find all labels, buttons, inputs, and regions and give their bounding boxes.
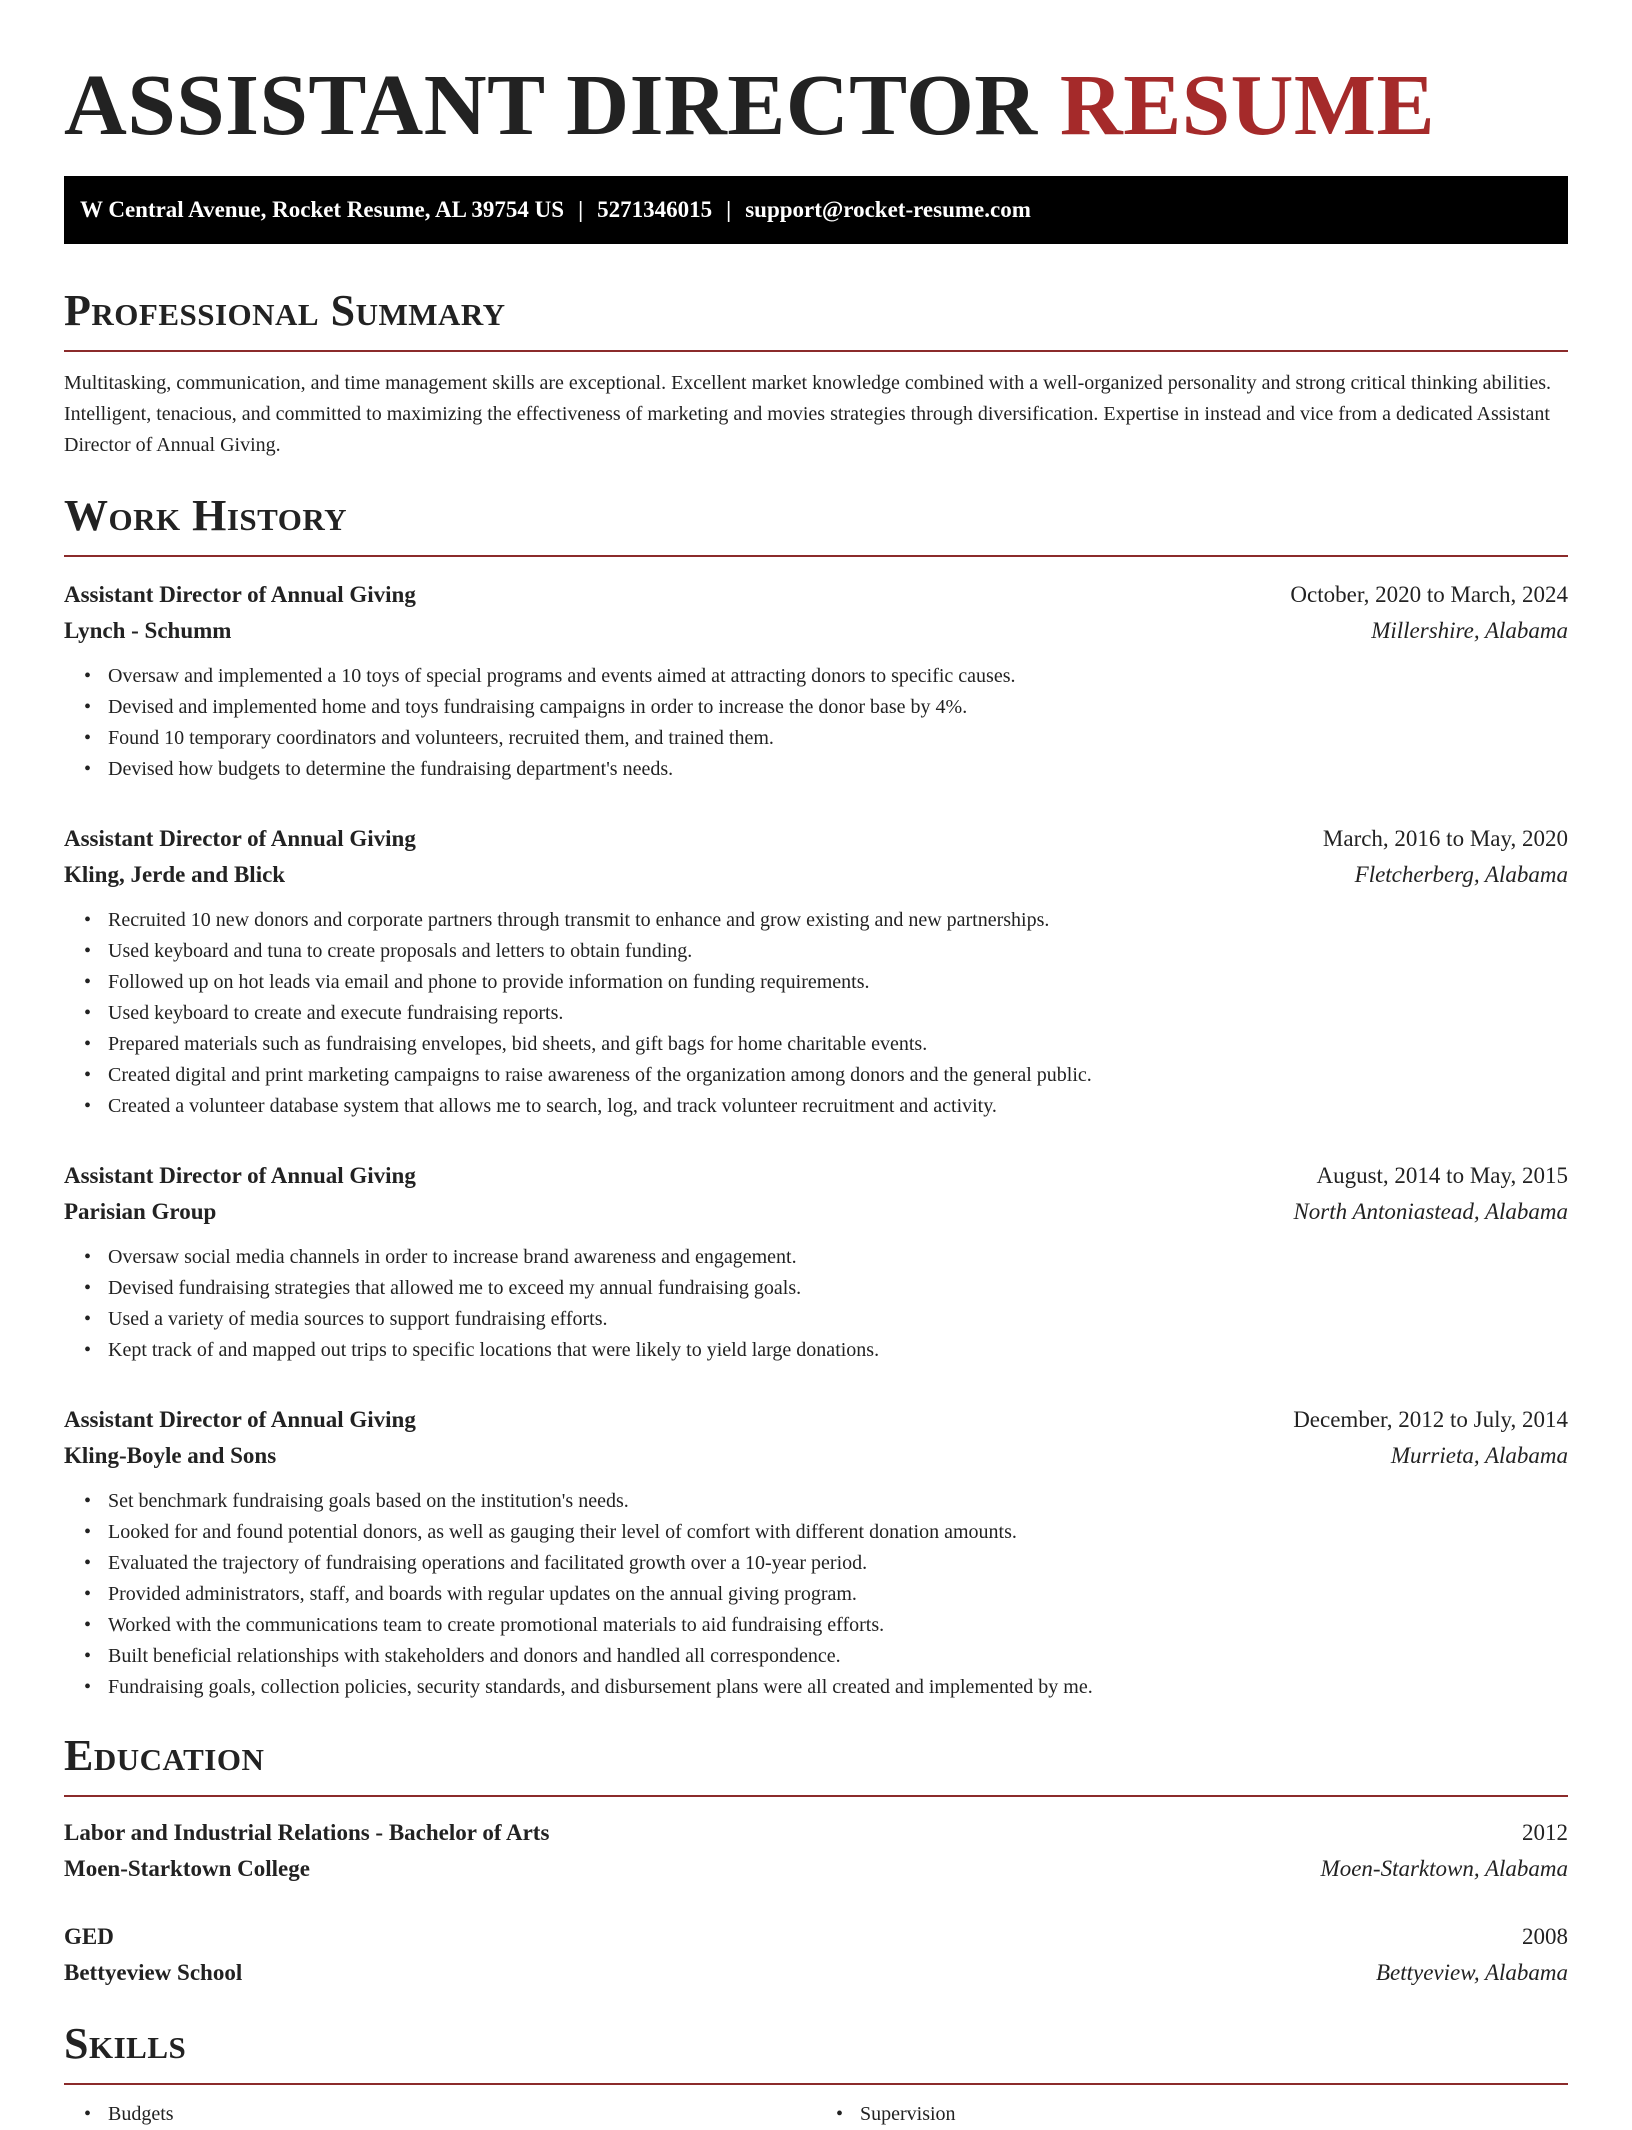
contact-phone: 5271346015 [597, 197, 713, 222]
title-main: ASSISTANT DIRECTOR [64, 56, 1038, 153]
section-divider [64, 555, 1568, 557]
contact-address: W Central Avenue, Rocket Resume, AL 39754 US [80, 197, 565, 222]
list-item: • Used keyboard to create and execute fundraising reports. [108, 998, 1568, 1029]
work-history-heading: Work History [64, 491, 348, 540]
job-dates: March, 2016 to May, 2020 [1322, 826, 1568, 851]
job-bullets [64, 1242, 1568, 1366]
education-degree: GED [64, 1924, 114, 1949]
section-divider [64, 350, 1568, 352]
job-header-row [64, 821, 1568, 857]
list-item: • Devised and implemented home and toys fundraising campaigns in order to increase the donor base by 4%. [108, 692, 1568, 723]
list-item: • Provided administrators, staff, and boards with regular updates on the annual giving program. [108, 1579, 1568, 1610]
job-dates: August, 2014 to May, 2015 [1316, 1163, 1568, 1188]
job-bullets [64, 905, 1568, 1122]
summary-heading: Professional Summary [64, 286, 506, 335]
job-location: Fletcherberg, Alabama [1354, 862, 1568, 887]
education-year: 2012 [1522, 1820, 1568, 1845]
list-item: • Looked for and found potential donors, as well as gauging their level of comfort with different donation amounts. [108, 1517, 1568, 1548]
resume-title [64, 50, 1568, 160]
job-company-row [64, 1194, 1568, 1230]
job-location: North Antoniastead, Alabama [1293, 1199, 1568, 1224]
job-header-row [64, 1158, 1568, 1194]
resume-content [64, 50, 1568, 2130]
education-header-row [64, 1919, 1568, 1955]
education-degree: Labor and Industrial Relations - Bachelor of Arts [64, 1820, 550, 1845]
list-item: • Set benchmark fundraising goals based on the institution's needs. [108, 1486, 1568, 1517]
list-item: • Found 10 temporary coordinators and volunteers, recruited them, and trained them. [108, 723, 1568, 754]
job-entry [64, 821, 1568, 1122]
summary-section [64, 286, 1568, 461]
list-item: • Followed up on hot leads via email and phone to provide information on funding requirements. [108, 967, 1568, 998]
education-heading: Education [64, 1731, 265, 1780]
job-header-row [64, 577, 1568, 613]
list-item: • Evaluated the trajectory of fundraising operations and facilitated growth over a 10-year period. [108, 1548, 1568, 1579]
job-company: Lynch - Schumm [64, 618, 232, 643]
job-company-row [64, 857, 1568, 893]
list-item: • Devised fundraising strategies that allowed me to exceed my annual fundraising goals. [108, 1273, 1568, 1304]
section-divider [64, 2083, 1568, 2085]
list-item: • Used keyboard and tuna to create proposals and letters to obtain funding. [108, 936, 1568, 967]
list-item: • Kept track of and mapped out trips to specific locations that were likely to yield large donations. [108, 1335, 1568, 1366]
skills-list-right [816, 2099, 1568, 2130]
education-school-row [64, 1851, 1568, 1887]
job-company-row [64, 1438, 1568, 1474]
skills-section [64, 2019, 1568, 2130]
education-section [64, 1731, 1568, 1991]
job-entry [64, 577, 1568, 785]
education-location: Bettyeview, Alabama [1375, 1960, 1568, 1985]
job-title: Assistant Director of Annual Giving [64, 826, 416, 851]
list-item: • Built beneficial relationships with stakeholders and donors and handled all correspondence. [108, 1641, 1568, 1672]
list-item: • Worked with the communications team to create promotional materials to aid fundraising efforts. [108, 1610, 1568, 1641]
education-school-row [64, 1955, 1568, 1991]
job-company-row [64, 613, 1568, 649]
contact-separator: | [578, 197, 584, 222]
education-location: Moen-Starktown, Alabama [1320, 1856, 1568, 1881]
contact-email[interactable]: support@rocket-resume.com [745, 197, 1031, 222]
job-title: Assistant Director of Annual Giving [64, 582, 416, 607]
education-year: 2008 [1522, 1924, 1568, 1949]
education-header-row [64, 1815, 1568, 1851]
job-company: Kling-Boyle and Sons [64, 1443, 277, 1468]
section-divider [64, 1795, 1568, 1797]
list-item: • Fundraising goals, collection policies, security standards, and disbursement plans were all created and implemented by me. [108, 1672, 1568, 1703]
job-dates: December, 2012 to July, 2014 [1293, 1407, 1568, 1432]
skills-heading: Skills [64, 2019, 187, 2068]
skills-list-left [64, 2099, 816, 2130]
job-company: Parisian Group [64, 1199, 217, 1224]
education-school: Bettyeview School [64, 1960, 243, 1985]
job-title: Assistant Director of Annual Giving [64, 1163, 416, 1188]
list-item: • Prepared materials such as fundraising envelopes, bid sheets, and gift bags for home charitable events. [108, 1029, 1568, 1060]
list-item: • Created digital and print marketing campaigns to raise awareness of the organization among donors and the general public. [108, 1060, 1568, 1091]
list-item: • Recruited 10 new donors and corporate partners through transmit to enhance and grow existing and new partnerships. [108, 905, 1568, 936]
job-bullets [64, 1486, 1568, 1703]
job-dates: October, 2020 to March, 2024 [1290, 582, 1568, 607]
skills-columns [64, 2099, 1568, 2130]
job-entry [64, 1158, 1568, 1366]
contact-separator: | [726, 197, 732, 222]
job-bullets [64, 661, 1568, 785]
work-history-section [64, 491, 1568, 1703]
list-item: • Oversaw and implemented a 10 toys of special programs and events aimed at attracting donors to specific causes. [108, 661, 1568, 692]
list-item: • Devised how budgets to determine the fundraising department's needs. [108, 754, 1568, 785]
education-entry [64, 1919, 1568, 1991]
job-location: Murrieta, Alabama [1390, 1443, 1568, 1468]
education-entry [64, 1815, 1568, 1887]
list-item: • Used a variety of media sources to support fundraising efforts. [108, 1304, 1568, 1335]
skill-item: • Supervision [860, 2099, 1568, 2130]
job-title: Assistant Director of Annual Giving [64, 1407, 416, 1432]
list-item: • Created a volunteer database system that allows me to search, log, and track volunteer recruitment and activity. [108, 1091, 1568, 1122]
job-entry [64, 1402, 1568, 1703]
education-school: Moen-Starktown College [64, 1856, 310, 1881]
title-accent: RESUME [1059, 56, 1436, 153]
job-location: Millershire, Alabama [1371, 618, 1568, 643]
job-company: Kling, Jerde and Blick [64, 862, 286, 887]
list-item: • Oversaw social media channels in order to increase brand awareness and engagement. [108, 1242, 1568, 1273]
skill-item: • Budgets [108, 2099, 816, 2130]
summary-text: Multitasking, communication, and time management skills are exceptional. Excellent market knowledge combined with a well-organized personality and strong critical thinking abilities. Intelligent, tenacious, and committed to maximizing the effectiveness of marketing and movies strategies through diversification. Expertise in instead and vice from a dedicated Assistant Director of Annual Giving. [64, 372, 1552, 456]
contact-bar [64, 176, 1568, 244]
job-header-row [64, 1402, 1568, 1438]
